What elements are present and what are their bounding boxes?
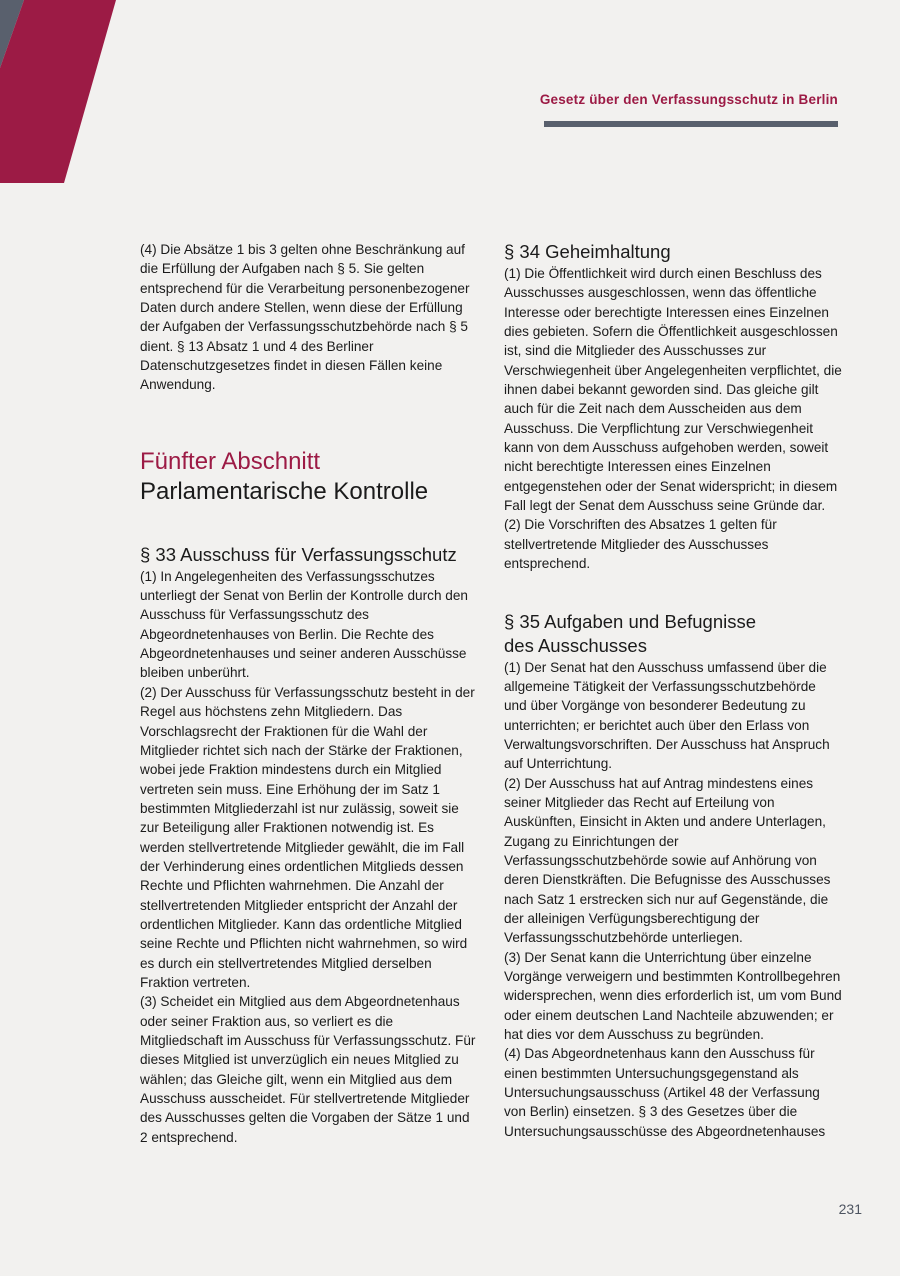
paragraph-33-heading: § 33 Ausschuss für Verfassungsschutz [140, 543, 457, 565]
corner-crimson-band [0, 0, 116, 183]
left-column [140, 240, 478, 1147]
paragraph-35-subsection-3: (3) Der Senat kann die Unterrichtung über einzelne Vorgänge verweigern und bestimmten Kontrollbegehren widersprechen, wenn dies erforderlich ist, um vom Bund oder einem deutschen Land Nachteile abzuwenden; er hat dies vor dem Ausschuss zu begründen. [504, 949, 842, 1043]
paragraph-35-heading-line-2: des Ausschusses [504, 634, 647, 656]
paragraph-35-heading-line-1: § 35 Aufgaben und Befugnisse [504, 610, 757, 632]
paragraph-35-subsection-4: (4) Das Abgeordnetenhaus kann den Ausschuss für einen bestimmten Untersuchungsgegenstand als Untersuchungsausschuss (Artikel 48 der Verfassung von Berlin) einsetzen. § 3 des Gesetzes über die Untersuchungsausschüsse des Abgeordnetenhauses [504, 1046, 826, 1139]
paragraph-34-subsection-1: (1) Die Öffentlichkeit wird durch einen Beschluss des Ausschusses ausgeschlossen, wenn das öffentliche Interesse oder berechtigte Interessen eines Einzelnen dies gebieten. Sofern die Öffentlichkeit ausgeschlossen ist, sind die Mitglieder des Ausschusses zur Verschwiegenheit über Angelegenheiten verpflichtet, die ihnen dabei bekannt geworden sind. Das gleiche gilt auch für die Zeit nach dem Ausscheiden aus dem Ausschuss. Die Verpflichtung zur Verschwiegenheit kann von dem Ausschuss aufgehoben werden, soweit nicht berechtigte Interessen eines Einzelnen entgegenstehen oder der Senat widerspricht; in diesem Fall legt der Senat dem Ausschuss seine Gründe dar. [504, 266, 842, 514]
corner-decoration [0, 0, 120, 190]
paragraph-33-subsection-3: (3) Scheidet ein Mitglied aus dem Abgeordnetenhaus oder seiner Fraktion aus, so verliert es die Mitgliedschaft im Ausschuss für Verfassungsschutz. Für dieses Mitglied ist unverzüglich ein neues Mitglied zu wählen; das Gleiche gilt, wenn ein Mitglied aus dem Ausschuss ausscheidet. Für stellvertretende Mitglieder des Ausschusses gelten die Vorgaben der Sätze 1 und 2 entsprechend. [140, 994, 476, 1145]
paragraph-35-subsection-1: (1) Der Senat hat den Ausschuss umfassend über die allgemeine Tätigkeit der Verfassungsschutzbehörde und über Vorgänge von besonderer Bedeutung zu unterrichten; er berichtet auch über den Erlass von Verwaltungsvorschriften. Der Ausschuss hat Anspruch auf Unterrichtung. [504, 659, 830, 772]
paragraph-33-subsection-2: (2) Der Ausschuss für Verfassungsschutz besteht in der Regel aus höchstens zehn Mitgliedern. Das Vorschlagsrecht der Fraktionen für die Wahl der Mitglieder richtet sich nach der Stärke der Fraktionen, wobei jede Fraktion mindestens durch ein Mitglied vertreten sein muss. Eine Erhöhung der im Satz 1 bestimmten Mitgliederzahl ist nur zulässig, soweit sie zur Beteiligung aller Fraktionen notwendig ist. Es werden stellvertretende Mitglieder gewählt, die im Fall der Verhinderung eines ordentlichen Mitglieds dessen Rechte und Pflichten wahrnehmen. Die Anzahl der stellvertretenden Mitglieder entspricht der Anzahl der ordentlichen Mitglieder. Kann das ordentliche Mitglied seine Rechte und Pflichten nicht wahrnehmen, so wird es durch ein stellvertretendes Mitglied derselben Fraktion vertreten. [140, 684, 475, 990]
paragraph-35-subsection-2: (2) Der Ausschuss hat auf Antrag mindestens eines seiner Mitglieder das Recht auf Erteilung von Auskünften, Einsicht in Akten und andere Unterlagen, Zugang zu Einrichtungen der Verfassungsschutzbehörde sowie auf Anhörung von deren Dienstkräften. Die Befugnisse des Ausschusses nach Satz 1 erstrecken sich nur auf Gegenstände, die der alleinigen Verfügungsberechtigung der Verfassungsschutzbehörde unterliegen. [504, 775, 831, 946]
running-title-rule [544, 121, 838, 127]
paragraph-35-heading [504, 610, 842, 658]
intro-paragraph: (4) Die Absätze 1 bis 3 gelten ohne Beschränkung auf die Erfüllung der Aufgaben nach § 5. Sie gelten entsprechend für die Verarbeitung personenbezogener Daten durch andere Stellen, wenn diese der Erfüllung der Aufgaben der Verfassungsschutzbehörde nach § 5 dient. § 13 Absatz 1 und 4 des Berliner Datenschutzgesetzes findet in diesen Fällen keine Anwendung. [140, 242, 470, 393]
paragraph-34-heading: § 34 Geheimhaltung [504, 241, 671, 262]
section-kicker: Fünfter Abschnitt [140, 447, 321, 475]
paragraph-33-subsection-1: (1) In Angelegenheiten des Verfassungsschutzes unterliegt der Senat von Berlin der Kontrolle durch den Ausschuss für Verfassungsschutz des Abgeordnetenhauses von Berlin. Die Rechte des Abgeordnetenhauses und seiner anderen Ausschüsse bleiben unberührt. [140, 568, 468, 681]
section-title: Parlamentarische Kontrolle [140, 477, 429, 505]
page-number: 231 [838, 1201, 862, 1217]
right-column [504, 240, 842, 1141]
running-title: Gesetz über den Verfassungsschutz in Berlin [539, 92, 838, 107]
paragraph-34-subsection-2: (2) Die Vorschriften des Absatzes 1 gelten für stellvertretende Mitglieder des Ausschusses entsprechend. [504, 517, 777, 572]
